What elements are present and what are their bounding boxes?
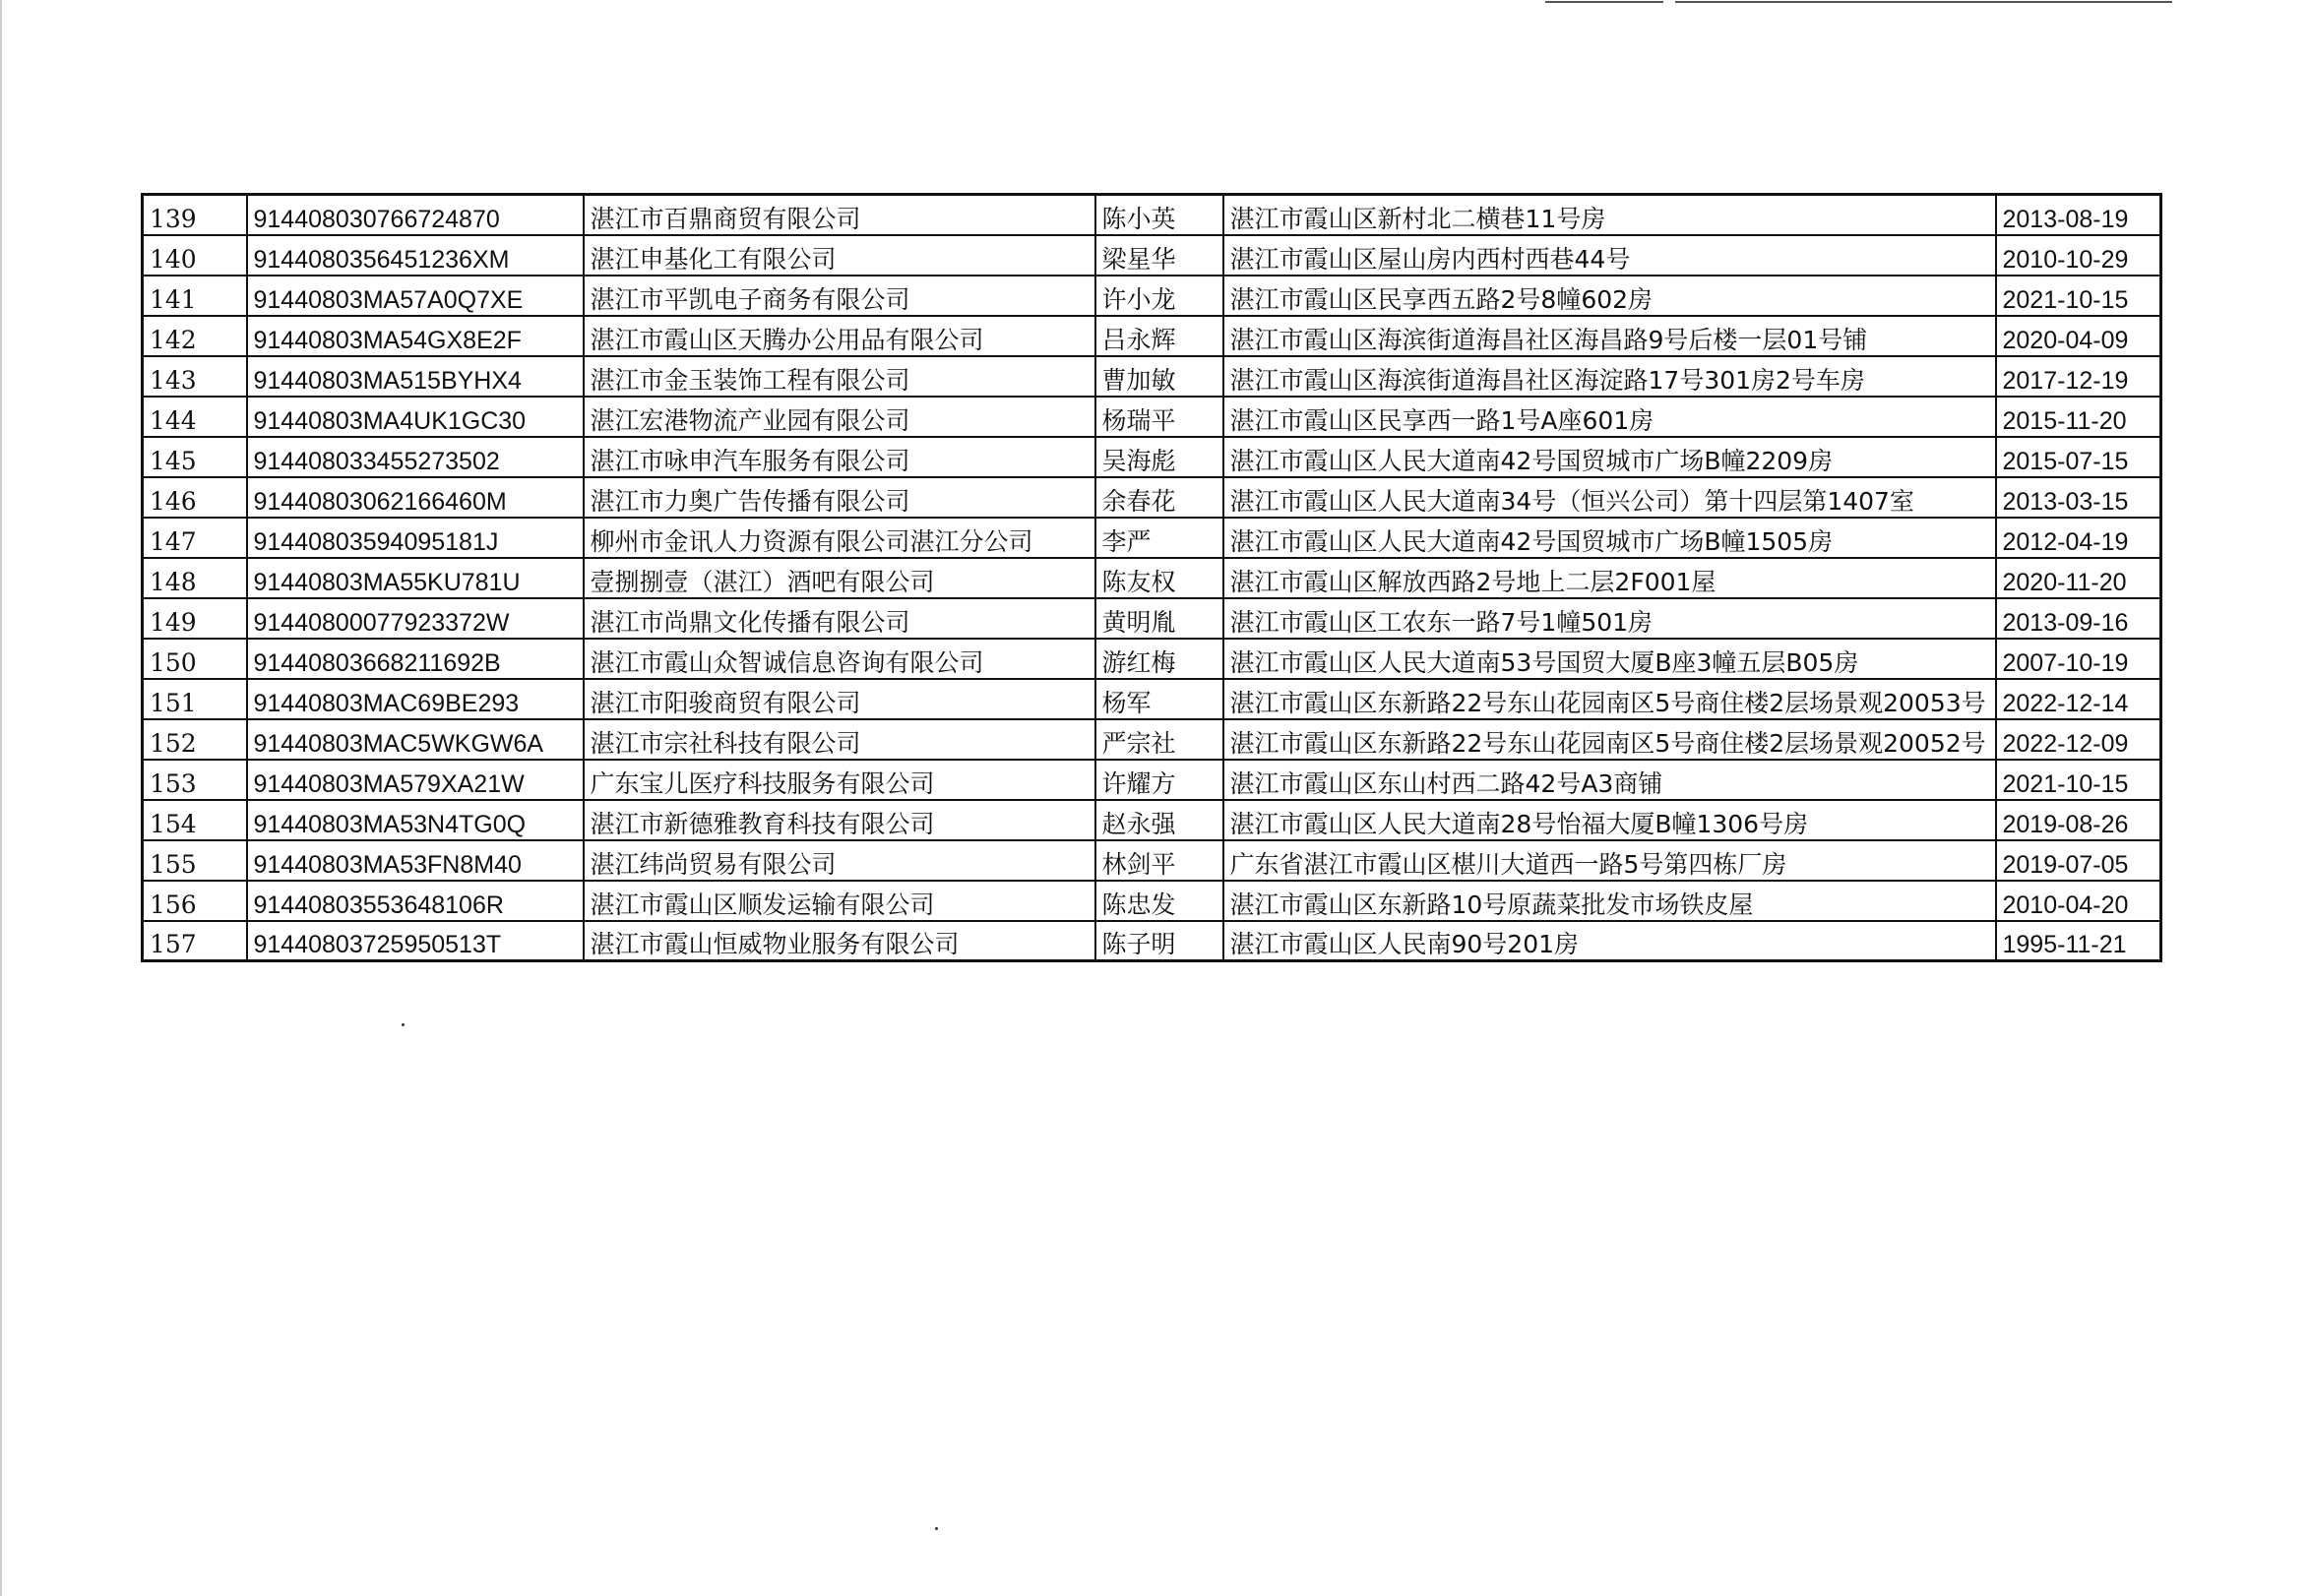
legal-representative-cell: 杨瑞平 (1095, 397, 1223, 437)
address-cell: 湛江市霞山区东新路10号原蔬菜批发市场铁皮屋 (1223, 881, 1996, 921)
address-cell: 湛江市霞山区民享西一路1号A座601房 (1223, 397, 1996, 437)
legal-representative-cell: 陈子明 (1095, 921, 1223, 961)
serial-number-cell: 139 (143, 195, 247, 235)
table-row (143, 397, 2161, 437)
scan-speck (935, 1527, 938, 1530)
table-row (143, 598, 2161, 639)
address-cell: 湛江市霞山区工农东一路7号1幢501房 (1223, 598, 1996, 639)
serial-number-cell: 156 (143, 881, 247, 921)
company-name-cell: 湛江市阳骏商贸有限公司 (584, 679, 1095, 719)
serial-number-cell: 142 (143, 316, 247, 356)
credit-code-cell: 91440803MA515BYHX4 (247, 356, 584, 397)
address-cell: 湛江市霞山区海滨街道海昌社区海淀路17号301房2号车房 (1223, 356, 1996, 397)
table-row (143, 356, 2161, 397)
table-row (143, 679, 2161, 719)
legal-representative-cell: 林剑平 (1095, 840, 1223, 881)
legal-representative-cell: 吴海彪 (1095, 437, 1223, 477)
table-row (143, 558, 2161, 598)
table-row (143, 840, 2161, 881)
registration-date-cell: 2013-09-16 (1996, 598, 2161, 639)
company-name-cell: 湛江市咏申汽车服务有限公司 (584, 437, 1095, 477)
company-name-cell: 湛江市霞山区天腾办公用品有限公司 (584, 316, 1095, 356)
address-cell: 湛江市霞山区人民大道南42号国贸城市广场B幢2209房 (1223, 437, 1996, 477)
serial-number-cell: 147 (143, 518, 247, 558)
legal-representative-cell: 陈友权 (1095, 558, 1223, 598)
company-name-cell: 湛江市霞山众智诚信息咨询有限公司 (584, 639, 1095, 679)
legal-representative-cell: 余春花 (1095, 477, 1223, 518)
registration-date-cell: 2010-04-20 (1996, 881, 2161, 921)
credit-code-cell: 91440803MA579XA21W (247, 760, 584, 800)
company-name-cell: 湛江市宗社科技有限公司 (584, 719, 1095, 760)
registration-date-cell: 2020-04-09 (1996, 316, 2161, 356)
legal-representative-cell: 游红梅 (1095, 639, 1223, 679)
table-row (143, 639, 2161, 679)
table-row (143, 437, 2161, 477)
company-name-cell: 柳州市金讯人力资源有限公司湛江分公司 (584, 518, 1095, 558)
credit-code-cell: 91440803MA4UK1GC30 (247, 397, 584, 437)
table-row (143, 800, 2161, 840)
credit-code-cell: 91440803725950513T (247, 921, 584, 961)
company-name-cell: 湛江市霞山区顺发运输有限公司 (584, 881, 1095, 921)
credit-code-cell: 91440803MAC5WKGW6A (247, 719, 584, 760)
credit-code-cell: 914408033455273502 (247, 437, 584, 477)
table-row (143, 881, 2161, 921)
registration-date-cell: 2010-10-29 (1996, 235, 2161, 276)
serial-number-cell: 155 (143, 840, 247, 881)
credit-code-cell: 91440803MA54GX8E2F (247, 316, 584, 356)
table-row (143, 235, 2161, 276)
registration-date-cell: 2021-10-15 (1996, 276, 2161, 316)
serial-number-cell: 152 (143, 719, 247, 760)
company-name-cell: 湛江宏港物流产业园有限公司 (584, 397, 1095, 437)
address-cell: 湛江市霞山区民享西五路2号8幢602房 (1223, 276, 1996, 316)
address-cell: 湛江市霞山区东新路22号东山花园南区5号商住楼2层场景观20053号 (1223, 679, 1996, 719)
table-row (143, 316, 2161, 356)
address-cell: 湛江市霞山区东山村西二路42号A3商铺 (1223, 760, 1996, 800)
serial-number-cell: 141 (143, 276, 247, 316)
legal-representative-cell: 陈小英 (1095, 195, 1223, 235)
company-name-cell: 湛江申基化工有限公司 (584, 235, 1095, 276)
registration-date-cell: 2021-10-15 (1996, 760, 2161, 800)
company-name-cell: 湛江市平凯电子商务有限公司 (584, 276, 1095, 316)
address-cell: 湛江市霞山区人民大道南34号（恒兴公司）第十四层第1407室 (1223, 477, 1996, 518)
address-cell: 广东省湛江市霞山区椹川大道西一路5号第四栋厂房 (1223, 840, 1996, 881)
scan-edge (0, 0, 2, 1596)
legal-representative-cell: 曹加敏 (1095, 356, 1223, 397)
credit-code-cell: 91440803MA55KU781U (247, 558, 584, 598)
credit-code-cell: 91440803MA57A0Q7XE (247, 276, 584, 316)
address-cell: 湛江市霞山区东新路22号东山花园南区5号商住楼2层场景观20052号 (1223, 719, 1996, 760)
address-cell: 湛江市霞山区新村北二横巷11号房 (1223, 195, 1996, 235)
credit-code-cell: 91440803668211692B (247, 639, 584, 679)
registration-date-cell: 2015-11-20 (1996, 397, 2161, 437)
credit-code-cell: 91440803MAC69BE293 (247, 679, 584, 719)
serial-number-cell: 154 (143, 800, 247, 840)
legal-representative-cell: 吕永辉 (1095, 316, 1223, 356)
credit-code-cell: 9144080356451236XM (247, 235, 584, 276)
credit-code-cell: 91440803MA53FN8M40 (247, 840, 584, 881)
legal-representative-cell: 严宗社 (1095, 719, 1223, 760)
address-cell: 湛江市霞山区海滨街道海昌社区海昌路9号后楼一层01号铺 (1223, 316, 1996, 356)
registration-date-cell: 2019-07-05 (1996, 840, 2161, 881)
credit-code-cell: 91440803594095181J (247, 518, 584, 558)
registration-date-cell: 2015-07-15 (1996, 437, 2161, 477)
header-rule-right (1675, 1, 2172, 3)
table-row (143, 195, 2161, 235)
legal-representative-cell: 赵永强 (1095, 800, 1223, 840)
credit-code-cell: 914408030766724870 (247, 195, 584, 235)
serial-number-cell: 151 (143, 679, 247, 719)
company-name-cell: 湛江纬尚贸易有限公司 (584, 840, 1095, 881)
table-row (143, 276, 2161, 316)
company-name-cell: 湛江市霞山恒威物业服务有限公司 (584, 921, 1095, 961)
registration-date-cell: 2022-12-09 (1996, 719, 2161, 760)
registration-date-cell: 2013-08-19 (1996, 195, 2161, 235)
registration-date-cell: 2022-12-14 (1996, 679, 2161, 719)
registration-date-cell: 2020-11-20 (1996, 558, 2161, 598)
table-row (143, 719, 2161, 760)
serial-number-cell: 144 (143, 397, 247, 437)
registration-date-cell: 2013-03-15 (1996, 477, 2161, 518)
address-cell: 湛江市霞山区屋山房内西村西巷44号 (1223, 235, 1996, 276)
address-cell: 湛江市霞山区解放西路2号地上二层2F001屋 (1223, 558, 1996, 598)
address-cell: 湛江市霞山区人民大道南42号国贸城市广场B幢1505房 (1223, 518, 1996, 558)
serial-number-cell: 148 (143, 558, 247, 598)
credit-code-cell: 91440803MA53N4TG0Q (247, 800, 584, 840)
table-row (143, 518, 2161, 558)
serial-number-cell: 149 (143, 598, 247, 639)
serial-number-cell: 157 (143, 921, 247, 961)
company-name-cell: 湛江市新德雅教育科技有限公司 (584, 800, 1095, 840)
table-row (143, 477, 2161, 518)
registration-date-cell: 2019-08-26 (1996, 800, 2161, 840)
company-name-cell: 壹捌捌壹（湛江）酒吧有限公司 (584, 558, 1095, 598)
table-row (143, 760, 2161, 800)
company-name-cell: 湛江市力奥广告传播有限公司 (584, 477, 1095, 518)
serial-number-cell: 143 (143, 356, 247, 397)
serial-number-cell: 146 (143, 477, 247, 518)
registration-date-cell: 2017-12-19 (1996, 356, 2161, 397)
company-name-cell: 湛江市金玉装饰工程有限公司 (584, 356, 1095, 397)
credit-code-cell: 91440803062166460M (247, 477, 584, 518)
address-cell: 湛江市霞山区人民大道南28号怡福大厦B幢1306号房 (1223, 800, 1996, 840)
header-rule-left (1545, 1, 1663, 3)
enterprise-register-table (141, 193, 2162, 962)
serial-number-cell: 140 (143, 235, 247, 276)
address-cell: 湛江市霞山区人民大道南53号国贸大厦B座3幢五层B05房 (1223, 639, 1996, 679)
legal-representative-cell: 黄明胤 (1095, 598, 1223, 639)
credit-code-cell: 91440800077923372W (247, 598, 584, 639)
legal-representative-cell: 许小龙 (1095, 276, 1223, 316)
legal-representative-cell: 梁星华 (1095, 235, 1223, 276)
legal-representative-cell: 李严 (1095, 518, 1223, 558)
address-cell: 湛江市霞山区人民南90号201房 (1223, 921, 1996, 961)
company-name-cell: 湛江市尚鼎文化传播有限公司 (584, 598, 1095, 639)
serial-number-cell: 150 (143, 639, 247, 679)
registration-date-cell: 2012-04-19 (1996, 518, 2161, 558)
legal-representative-cell: 杨军 (1095, 679, 1223, 719)
registration-date-cell: 2007-10-19 (1996, 639, 2161, 679)
scan-speck (402, 1023, 405, 1026)
credit-code-cell: 91440803553648106R (247, 881, 584, 921)
legal-representative-cell: 许耀方 (1095, 760, 1223, 800)
serial-number-cell: 153 (143, 760, 247, 800)
legal-representative-cell: 陈忠发 (1095, 881, 1223, 921)
table-body (143, 195, 2161, 961)
table-row (143, 921, 2161, 961)
company-name-cell: 湛江市百鼎商贸有限公司 (584, 195, 1095, 235)
company-name-cell: 广东宝儿医疗科技服务有限公司 (584, 760, 1095, 800)
registration-date-cell: 1995-11-21 (1996, 921, 2161, 961)
serial-number-cell: 145 (143, 437, 247, 477)
